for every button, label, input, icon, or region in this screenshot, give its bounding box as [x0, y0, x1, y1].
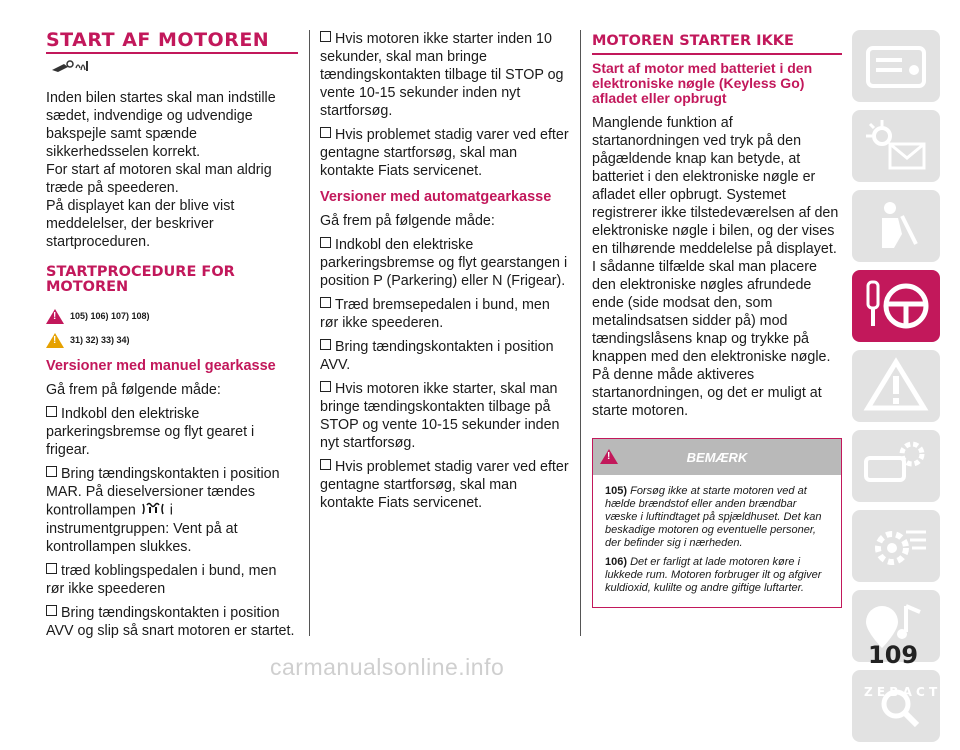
- checkbox-bullet-icon: [320, 31, 331, 42]
- body-paragraph: Manglende funktion af startanordningen ved tryk på den pågældende knap kan betyde, at batteriet i den elektroniske nøgle er afladet eller opbrugt. Systemet registrerer ikke tilstedeværelsen af den elektroniske nøgle i bilen, og der vises en tilhørende meddelelse på displayet. I sådanne tilfælde skal man placere den elektroniske nøgles afrundede ende (side modsat den, som metalindsatsen sidder på) mod tændingslåsens knap og trykke på knappen med den elektroniske nøgle. På denne måde aktiveres startanordningen, og det er muligt at starte motoren.: [592, 115, 839, 419]
- warning-lights-icon: [862, 118, 930, 174]
- note-header: [593, 439, 841, 475]
- step: Hvis problemet stadig varer ved efter gentagne startforsøg, skal man kontakte Fiats servicenet.: [320, 127, 569, 179]
- maintenance-icon: [862, 438, 930, 494]
- column-2: [320, 30, 570, 512]
- procedure-title: STARTPROCEDURE FOR MOTOREN: [46, 264, 235, 295]
- note-item: 106) Det er farligt at lade motoren køre i lukkede rum. Motoren forbruger ilt og afgiver kuldioxid, kulilte og andre giftige luftarter.: [605, 556, 822, 594]
- technical-data-icon: [862, 518, 930, 574]
- tab-warning-lights[interactable]: [852, 110, 940, 182]
- auto-step: Indkobl den elektriske parkeringsbremse og flyt gearstangen i position P (Parkering) eller N (Frigear).: [320, 237, 568, 289]
- section-title: MOTOREN STARTER IKKE: [592, 33, 794, 49]
- manual-step: Bring tændingskontakten i position AVV og slip så snart motoren er startet.: [46, 605, 295, 639]
- auto-step: Bring tændingskontakten i position AVV.: [320, 339, 554, 373]
- note-box: [592, 438, 842, 608]
- column-3: [592, 30, 842, 608]
- manual-gearbox-title: Versioner med manuel gearkasse: [46, 358, 276, 374]
- checkbox-bullet-icon: [320, 237, 331, 248]
- column-divider: [309, 30, 310, 636]
- checkbox-bullet-icon: [320, 381, 331, 392]
- auto-step: Hvis problemet stadig varer ved efter gentagne startforsøg, skal man kontakte Fiats servicenet.: [320, 459, 569, 511]
- index-letters: Z E B A C T D: [864, 685, 952, 699]
- manual-step: træd koblingspedalen i bund, men rør ikke speederen: [46, 563, 277, 597]
- intro-paragraph-2: For start af motoren skal man aldrig træde på speederen.: [46, 162, 272, 196]
- column-divider: [580, 30, 581, 636]
- caution-refs[interactable]: 31) 32) 33) 34): [70, 335, 130, 345]
- intro-paragraph-1: Inden bilen startes skal man indstille sædet, indvendige og udvendige bakspejle samt spænde sikkerhedsselen korrekt.: [46, 90, 276, 160]
- page-number: 109: [868, 641, 919, 669]
- checkbox-bullet-icon: [320, 459, 331, 470]
- warning-triangle-icon: [46, 309, 64, 324]
- tab-maintenance[interactable]: [852, 430, 940, 502]
- car-info-icon: [862, 38, 930, 94]
- warning-ref-row-2: [46, 331, 298, 349]
- note-body: [593, 475, 841, 607]
- caution-triangle-icon: [46, 333, 64, 348]
- watermark: carmanualsonline.info: [270, 654, 505, 680]
- tab-starting-driving[interactable]: [852, 270, 940, 342]
- auto-intro: Gå frem på følgende måde:: [320, 213, 495, 229]
- checkbox-bullet-icon: [46, 406, 57, 417]
- checkbox-bullet-icon: [46, 605, 57, 616]
- checkbox-bullet-icon: [46, 563, 57, 574]
- emergency-icon: [862, 358, 930, 414]
- column-1: [46, 30, 298, 640]
- intro-paragraph-3: På displayet kan der blive vist meddelelser, der beskriver startproceduren.: [46, 198, 235, 250]
- manual-step: Bring tændingskontakten i position MAR. På dieselversioner tændes kontrollampen i instrumentgruppen: Vent på at kontrollampen slukkes.: [46, 466, 280, 555]
- checkbox-bullet-icon: [320, 127, 331, 138]
- manual-step: Indkobl den elektriske parkeringsbremse og flyt gearet i frigear.: [46, 406, 255, 458]
- tab-index[interactable]: [852, 670, 952, 742]
- checkbox-bullet-icon: [320, 297, 331, 308]
- title-rule: [592, 53, 842, 55]
- auto-step: Træd bremsepedalen i bund, men rør ikke speederen.: [320, 297, 550, 331]
- checkbox-bullet-icon: [46, 466, 57, 477]
- section-title: START AF MOTOREN: [46, 29, 270, 51]
- starting-driving-icon: [862, 278, 930, 334]
- automatic-gearbox-title: Versioner med automatgearkasse: [320, 189, 552, 205]
- warning-ref-row-1: [46, 307, 298, 325]
- glow-plug-icon: [140, 501, 166, 520]
- auto-step: Hvis motoren ikke starter, skal man bringe tændingskontakten tilbage på STOP og vente 10-15 sekunder inden nyt startforsøg.: [320, 381, 560, 451]
- checkbox-bullet-icon: [320, 339, 331, 350]
- tab-car-info[interactable]: [852, 30, 940, 102]
- key-start-icon: [50, 58, 298, 79]
- title-rule: [46, 52, 298, 54]
- index-icon: [862, 678, 952, 734]
- warning-refs[interactable]: 105) 106) 107) 108): [70, 311, 150, 321]
- step: Hvis motoren ikke starter inden 10 sekunder, skal man bringe tændingskontakten tilbage til STOP og vente 10-15 sekunder inden nyt startforsøg.: [320, 31, 564, 119]
- safety-icon: [862, 198, 930, 254]
- keyless-subtitle: Start af motor med batteriet i den elektroniske nøgle (Keyless Go) afladet eller opbrugt: [592, 60, 813, 106]
- tab-emergency[interactable]: [852, 350, 940, 422]
- note-title: BEMÆRK: [686, 450, 748, 465]
- tab-safety[interactable]: [852, 190, 940, 262]
- note-item: 105) Forsøg ikke at starte motoren ved at hælde brændstof eller anden brændbar væske i luftindtaget på spjældhuset. Det kan beskadige motoren og eventuelle personer, der befinder sig i nærheden.: [605, 485, 822, 549]
- tab-technical-data[interactable]: [852, 510, 940, 582]
- manual-intro: Gå frem på følgende måde:: [46, 382, 221, 398]
